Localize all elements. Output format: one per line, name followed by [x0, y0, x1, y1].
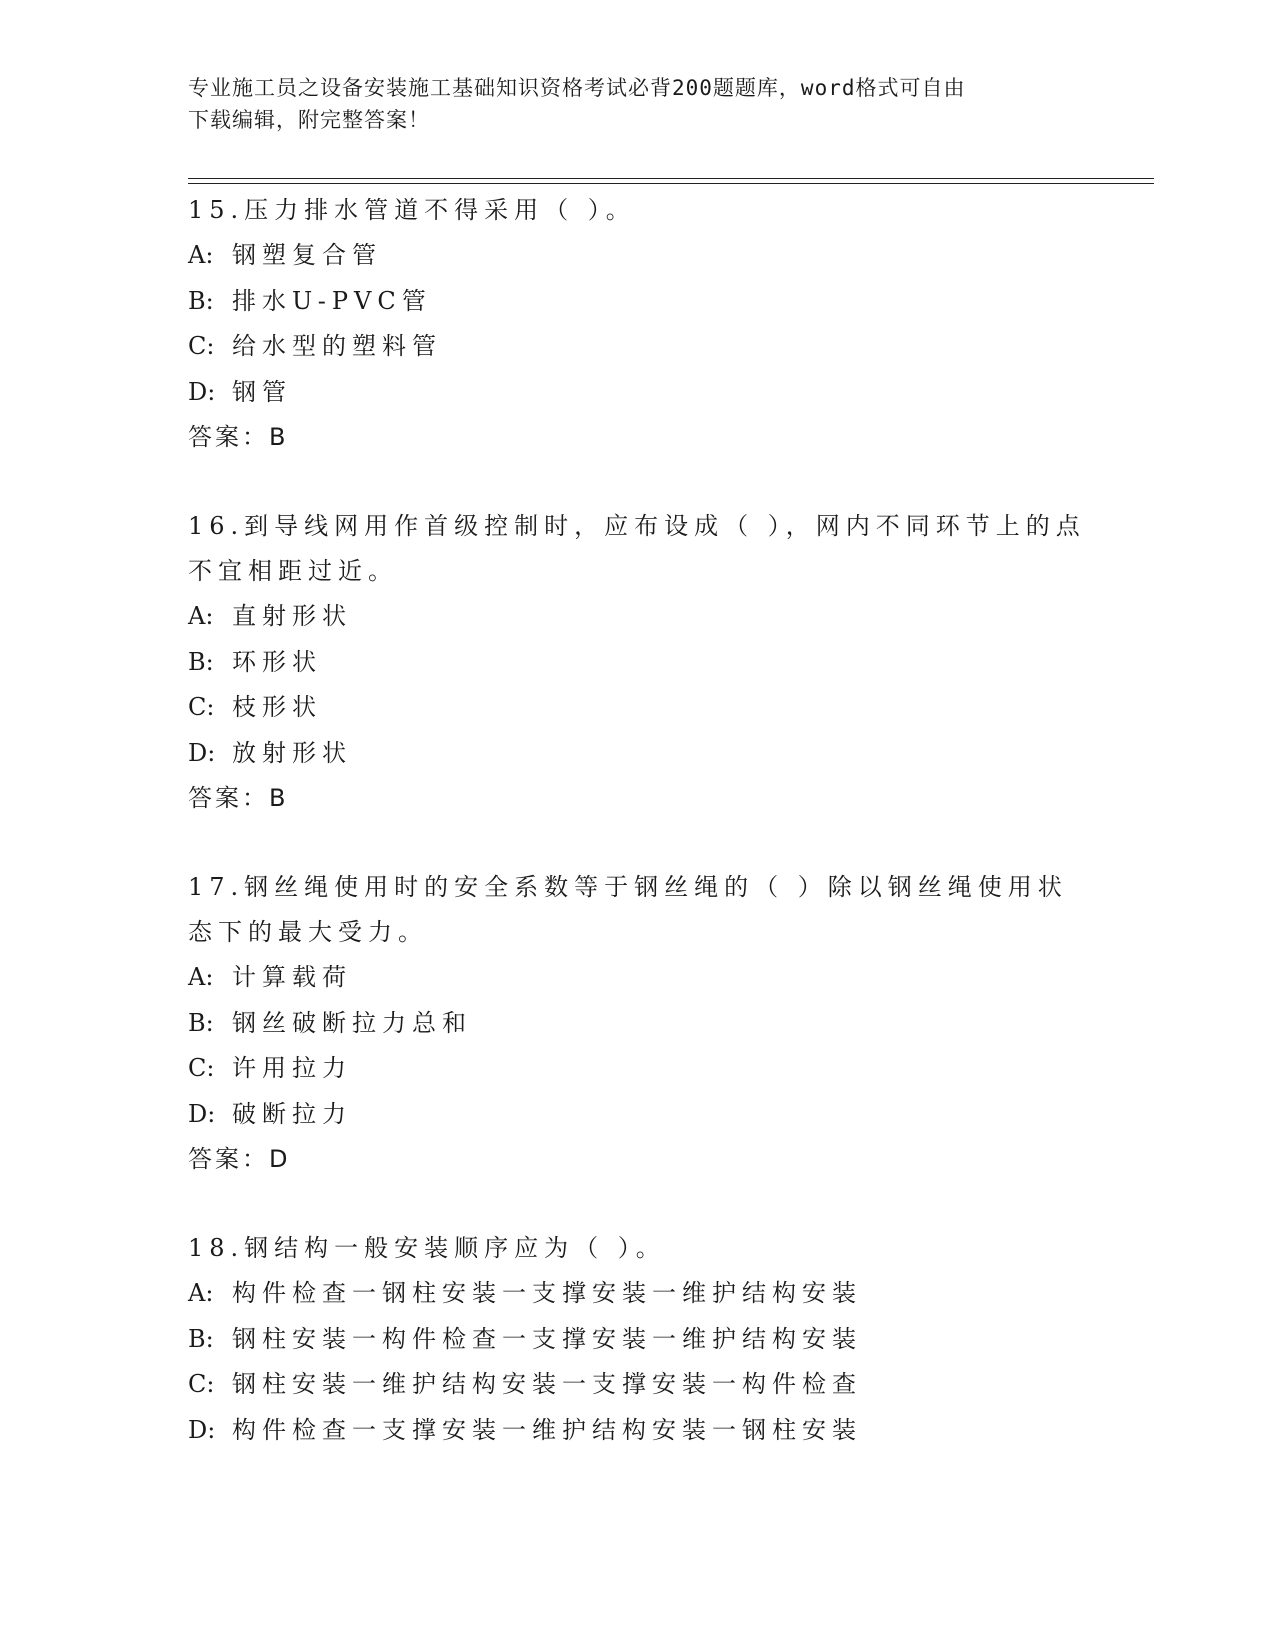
- option-letter: C:: [188, 1370, 215, 1398]
- option-text: 钢丝破断拉力总和: [232, 1008, 472, 1037]
- option-letter: D:: [188, 738, 216, 767]
- option-c: [188, 324, 1088, 370]
- question-text: 17.钢丝绳使用时的安全系数等于钢丝绳的（ ）除以钢丝绳使用状态下的最大受力。: [188, 873, 1068, 946]
- option-letter: D:: [188, 1415, 216, 1444]
- option-text: 破断拉力: [232, 1099, 352, 1128]
- question-list: [188, 188, 1088, 1453]
- option-letter: C:: [188, 693, 215, 721]
- option-text: 枝形状: [232, 693, 322, 721]
- option-c: [188, 685, 1088, 731]
- option-text: 构件检查一支撑安装一维护结构安装一钢柱安装: [232, 1415, 862, 1444]
- spacer: [188, 1182, 1088, 1226]
- option-text: 排水U-PVC管: [232, 286, 432, 315]
- question-text: 18.钢结构一般安装顺序应为（ ）。: [188, 1234, 666, 1262]
- option-a: [188, 233, 1088, 279]
- option-b: [188, 1001, 1088, 1047]
- option-c: [188, 1046, 1088, 1092]
- answer-label: 答案：D: [188, 1145, 291, 1173]
- question-text: 15.压力排水管道不得采用（ ）。: [188, 196, 636, 224]
- option-letter: B:: [188, 647, 214, 676]
- option-b: [188, 640, 1088, 686]
- header-line-1: 专业施工员之设备安装施工基础知识资格考试必背200题题库，word格式可自由: [188, 76, 966, 100]
- option-text: 钢柱安装一构件检查一支撑安装一维护结构安装: [232, 1324, 862, 1353]
- option-text: 许用拉力: [232, 1054, 352, 1082]
- option-letter: A:: [188, 602, 214, 630]
- option-d: [188, 1408, 1088, 1454]
- header-line-2: 下载编辑，附完整答案！: [188, 108, 430, 132]
- option-a: [188, 1271, 1088, 1317]
- option-a: [188, 594, 1088, 640]
- option-letter: C:: [188, 332, 215, 360]
- option-text: 给水型的塑料管: [232, 332, 442, 360]
- option-b: [188, 279, 1088, 325]
- option-letter: B:: [188, 1008, 214, 1037]
- option-a: [188, 955, 1088, 1001]
- header-divider-bottom: [188, 183, 1154, 184]
- option-letter: A:: [188, 241, 214, 269]
- question-17: [188, 865, 1088, 1182]
- option-text: 钢柱安装一维护结构安装一支撑安装一构件检查: [232, 1370, 862, 1398]
- question-15: [188, 188, 1088, 460]
- question-text: 16.到导线网用作首级控制时，应布设成（ ），网内不同环节上的点不宜相距过近。: [188, 512, 1086, 585]
- option-text: 钢塑复合管: [232, 241, 382, 269]
- answer-label: 答案：B: [188, 784, 289, 812]
- option-letter: C:: [188, 1054, 215, 1082]
- spacer: [188, 821, 1088, 865]
- document-header: [188, 72, 1068, 136]
- option-text: 钢管: [232, 377, 292, 406]
- answer-label: 答案：B: [188, 423, 289, 451]
- spacer: [188, 460, 1088, 504]
- option-text: 构件检查一钢柱安装一支撑安装一维护结构安装: [232, 1279, 862, 1307]
- option-letter: D:: [188, 377, 216, 406]
- option-d: [188, 370, 1088, 416]
- option-letter: A:: [188, 1279, 214, 1307]
- option-letter: B:: [188, 1324, 214, 1353]
- header-divider-top: [188, 178, 1154, 179]
- question-18: [188, 1226, 1088, 1453]
- option-letter: D:: [188, 1099, 216, 1128]
- option-b: [188, 1317, 1088, 1363]
- option-text: 环形状: [232, 647, 322, 676]
- option-text: 计算载荷: [232, 963, 352, 991]
- option-d: [188, 731, 1088, 777]
- option-text: 直射形状: [232, 602, 352, 630]
- question-16: [188, 504, 1088, 821]
- option-letter: B:: [188, 286, 214, 315]
- option-c: [188, 1362, 1088, 1408]
- option-d: [188, 1092, 1088, 1138]
- option-text: 放射形状: [232, 738, 352, 767]
- option-letter: A:: [188, 963, 214, 991]
